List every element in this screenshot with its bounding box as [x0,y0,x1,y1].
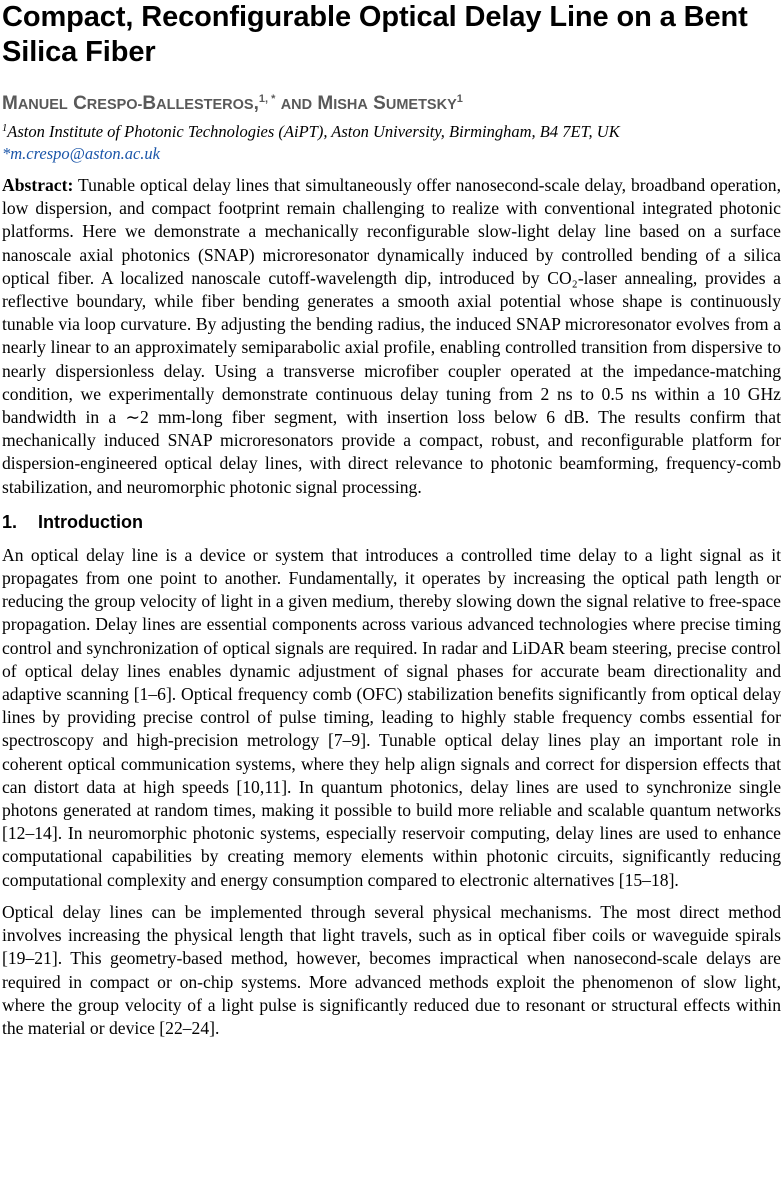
author-2-last-rest: UMETSKY [385,97,457,113]
author-1-last2-initial: B [142,93,157,114]
introduction-paragraph-2: Optical delay lines can be implemented through several physical mechanisms. The most direct method involves increasing the physical length that light travels, such as in optical fiber coils or waveguide spirals [19–21]. This geometry-based method, however, becomes impractical when nanosecond-scale delays are required in compact or on-chip systems. More advanced methods exploit the phenomenon of slow light, where the group velocity of a light pulse is significantly reduced due to resonant or structural effects within the material or device [22–24]. [2,901,781,1038]
section-number: 1. [2,511,18,532]
section-heading-introduction [2,510,781,534]
author-1-first-initial: M [2,93,18,114]
affiliation [2,121,781,143]
section-title: Introduction [38,511,143,532]
author-2-affiliation-marks: 1 [456,93,463,105]
abstract-label: Abstract: [2,175,74,195]
author-2 [317,93,462,114]
author-1-last-rest: RESPO- [86,97,143,113]
author-conjunction: AND [280,97,313,113]
author-1-affiliation-marks: 1, * [258,93,276,105]
introduction-paragraph-1: An optical delay line is a device or system that introduces a controlled time delay to a light signal as it propagates from one point to another. Fundamentally, it operates by increasing the optical path length or reducing the group velocity of light in a given medium, thereby slowing down the signal relative to free-space propagation. Delay lines are essential components across various advanced technologies where precise timing control and synchronization of optical signals are required. In radar and LiDAR beam steering, precise control of optical delay lines enables dynamic adjustment of signal phases for accurate beam directionality and adaptive scanning [1–6]. Optical frequency comb (OFC) stabilization benefits significantly from optical delay lines by providing precise control of pulse timing, leading to highly stable frequency combs essential for spectroscopy and high-precision metrology [7–9]. Tunable optical delay lines play an important role in coherent optical communication systems, where they help align signals and correct for dispersion effects that can distort data at high speeds [10,11]. In quantum photonics, delay lines are used to synchronize single photons generated at random times, making it possible to build more reliable and scalable quantum networks [12–14]. In neuromorphic photonic systems, especially reservoir computing, delay lines are used to enhance computational capabilities by creating memory elements within photonic circuits, significantly reducing computational complexity and energy consumption compared to electronic alternatives [15–18]. [2,544,781,890]
author-1-first-rest: ANUEL [17,97,68,113]
author-2-first-rest: ISHA [333,97,368,113]
paper-page [2,0,781,1040]
author-2-first-initial: M [317,93,334,114]
author-1: MANUEL CRESPO-BALLESTEROS,$^{1, *}$ [2,93,276,114]
author-2-last-initial: S [373,93,386,114]
paper-title: Compact, Reconfigurable Optical Delay Line on a Bent Silica Fiber [2,1,748,68]
abstract-text: Tunable optical delay lines that simultaneously offer nanosecond-scale delay, broadband operation, low dispersion, and compact footprint remain challenging to realize with conventional integrated photonic platforms. Here we demonstrate a mechanically reconfigurable slow-light delay line based on a surface nanoscale axial photonics (SNAP) microresonator dynamically induced by controlled bending of a silica optical fiber. A localized nanoscale cutoff-wavelength dip, introduced by CO₂-laser annealing, provides a reflective boundary, while fiber bending generates a smooth axial potential whose shape is continuously tunable via loop curvature. By adjusting the bending radius, the induced SNAP microresonator evolves from a nearly linear to an approximately semiparabolic axial profile, enabling controlled transition from dispersive to nearly dispersionless delay. Using a transverse microfiber coupler operated at the impedance-matching condition, we experimentally demonstrate continuous delay tuning from 2 ns to 0.5 ns within a 10 GHz bandwidth in a ∼2 mm-long fiber segment, with insertion loss below 6 dB. The results confirm that mechanically induced SNAP microresonators provide a compact, robust, and reconfigurable platform for dispersion-engineered optical delay lines, with direct relevance to photonic beamforming, frequency-comb stabilization, and neuromorphic photonic signal processing. [2,175,781,497]
affiliation-text: Aston Institute of Photonic Technologies (AiPT), Aston University, Birmingham, B4 7ET, UK [7,122,620,141]
abstract [2,174,781,499]
corresponding-email[interactable]: *m.crespo@aston.ac.uk [2,144,160,163]
affiliation-mark: 1 [2,123,8,134]
author-1-last-initial: C [73,93,87,114]
author-line [2,92,781,117]
author-1-last2-rest: ALLESTEROS [156,97,254,113]
